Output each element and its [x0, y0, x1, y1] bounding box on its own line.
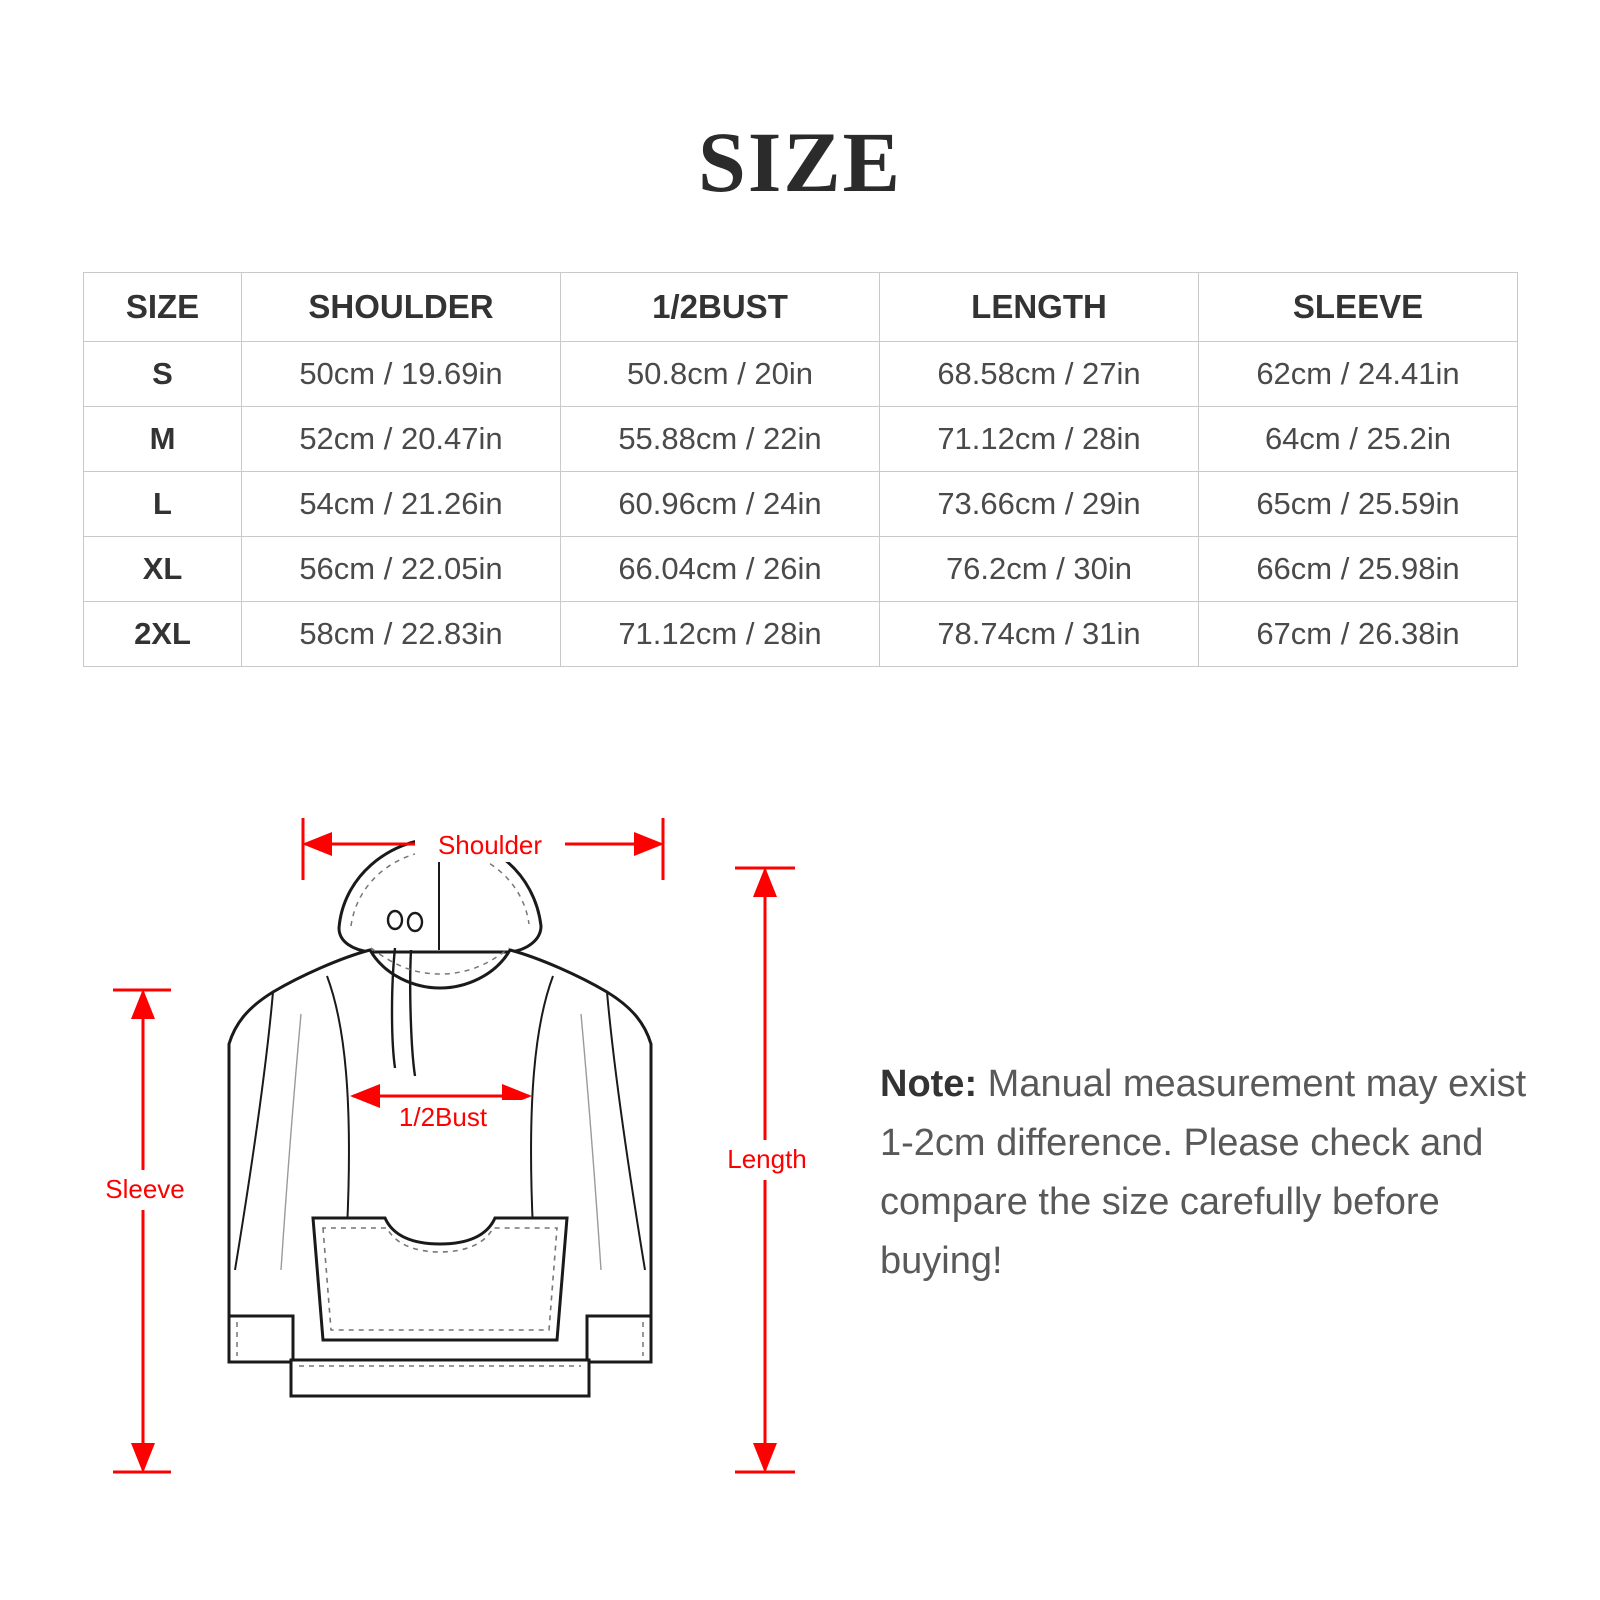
- cell-bust: 50.8cm / 20in: [561, 342, 880, 407]
- cell-size: 2XL: [84, 602, 242, 667]
- column-header-length: LENGTH: [880, 273, 1199, 342]
- table-header-row: [84, 273, 1518, 342]
- sleeve-measure-arrow: [113, 990, 171, 1472]
- cell-bust: 66.04cm / 26in: [561, 537, 880, 602]
- cell-bust: 71.12cm / 28in: [561, 602, 880, 667]
- table-row: [84, 602, 1518, 667]
- cell-bust: 55.88cm / 22in: [561, 407, 880, 472]
- cell-shoulder: 50cm / 19.69in: [242, 342, 561, 407]
- column-header-sleeve: SLEEVE: [1199, 273, 1518, 342]
- table-row: [84, 407, 1518, 472]
- cell-sleeve: 64cm / 25.2in: [1199, 407, 1518, 472]
- table-row: [84, 537, 1518, 602]
- cell-size: M: [84, 407, 242, 472]
- cell-shoulder: 58cm / 22.83in: [242, 602, 561, 667]
- cell-shoulder: 54cm / 21.26in: [242, 472, 561, 537]
- column-header-shoulder: SHOULDER: [242, 273, 561, 342]
- hoodie-measurement-diagram: [95, 800, 855, 1500]
- table-row: [84, 472, 1518, 537]
- length-label: Length: [727, 1144, 807, 1174]
- cell-size: L: [84, 472, 242, 537]
- cell-sleeve: 66cm / 25.98in: [1199, 537, 1518, 602]
- cell-bust: 60.96cm / 24in: [561, 472, 880, 537]
- cell-size: XL: [84, 537, 242, 602]
- note-text: Manual measurement may exist 1-2cm difference. Please check and compare the size carefully before buying!: [880, 1063, 1527, 1282]
- shoulder-label: Shoulder: [437, 830, 543, 860]
- cell-length: 71.12cm / 28in: [880, 407, 1199, 472]
- sleeve-label: Sleeve: [105, 1174, 185, 1204]
- cell-length: 73.66cm / 29in: [880, 472, 1199, 537]
- cell-length: 78.74cm / 31in: [880, 602, 1199, 667]
- cell-size: S: [84, 342, 242, 407]
- cell-sleeve: 65cm / 25.59in: [1199, 472, 1518, 537]
- page-title: SIZE: [697, 114, 903, 210]
- column-header-bust: 1/2BUST: [561, 273, 880, 342]
- cell-length: 68.58cm / 27in: [880, 342, 1199, 407]
- column-header-size: SIZE: [84, 273, 242, 342]
- bust-label: 1/2Bust: [398, 1102, 488, 1132]
- note-label: Note:: [880, 1063, 978, 1105]
- cell-sleeve: 67cm / 26.38in: [1199, 602, 1518, 667]
- cell-shoulder: 56cm / 22.05in: [242, 537, 561, 602]
- note-block: [880, 1055, 1530, 1291]
- size-chart-table: [83, 272, 1518, 667]
- cell-sleeve: 62cm / 24.41in: [1199, 342, 1518, 407]
- cell-shoulder: 52cm / 20.47in: [242, 407, 561, 472]
- cell-length: 76.2cm / 30in: [880, 537, 1199, 602]
- table-row: [84, 342, 1518, 407]
